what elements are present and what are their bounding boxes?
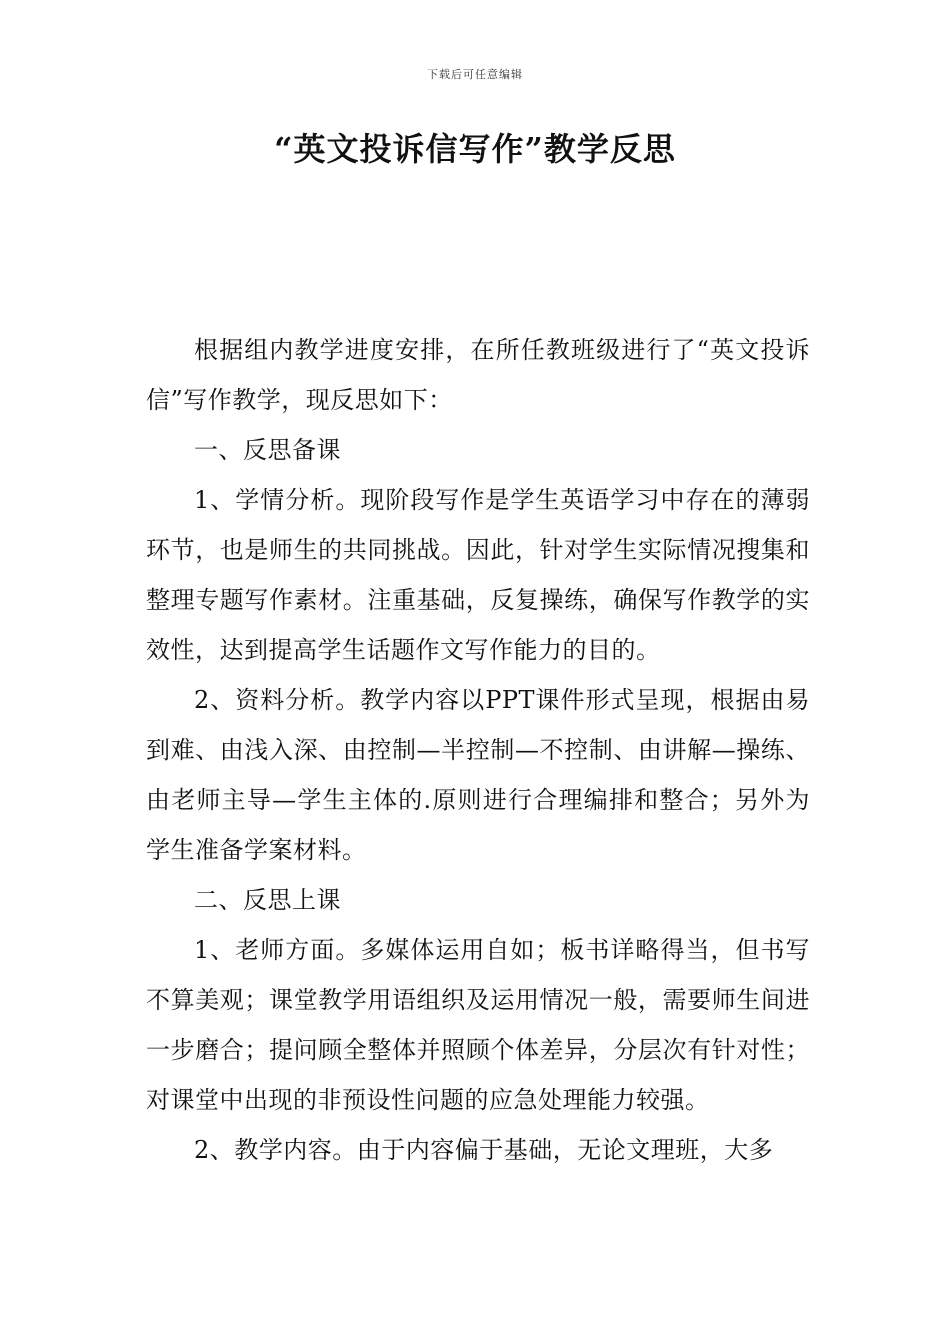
document-body	[146, 325, 810, 1175]
paragraph-content: 2、教学内容。由于内容偏于基础，无论文理班，大多	[194, 1136, 774, 1164]
paragraph-intro: 根据组内教学进度安排，在所任教班级进行了“英文投诉信”写作教学，现反思如下：	[146, 336, 810, 414]
section-heading-prep: 一、反思备课	[194, 436, 341, 464]
paragraph-material-analysis: 2、资料分析。教学内容以PPT课件形式呈现，根据由易到难、由浅入深、由控制—半控制—不控制、由讲解—操练、由老师主导—学生主体的.原则进行合理编排和整合；另外为学生准备学案材料。	[146, 686, 810, 864]
document-title: “英文投诉信写作”教学反思	[274, 130, 676, 168]
paragraph-learner-analysis: 1、学情分析。现阶段写作是学生英语学习中存在的薄弱环节，也是师生的共同挑战。因此，针对学生实际情况搜集和整理专题写作素材。注重基础，反复操练，确保写作教学的实效性，达到提高学生话题作文写作能力的目的。	[146, 486, 810, 664]
section-heading-class: 二、反思上课	[194, 886, 341, 914]
paragraph-teacher: 1、老师方面。多媒体运用自如；板书详略得当，但书写不算美观；课堂教学用语组织及运用情况一般，需要师生间进一步磨合；提问顾全整体并照顾个体差异，分层次有针对性；对课堂中出现的非预设性问题的应急处理能力较强。	[146, 936, 810, 1114]
header-note: 下载后可任意编辑	[427, 68, 523, 81]
